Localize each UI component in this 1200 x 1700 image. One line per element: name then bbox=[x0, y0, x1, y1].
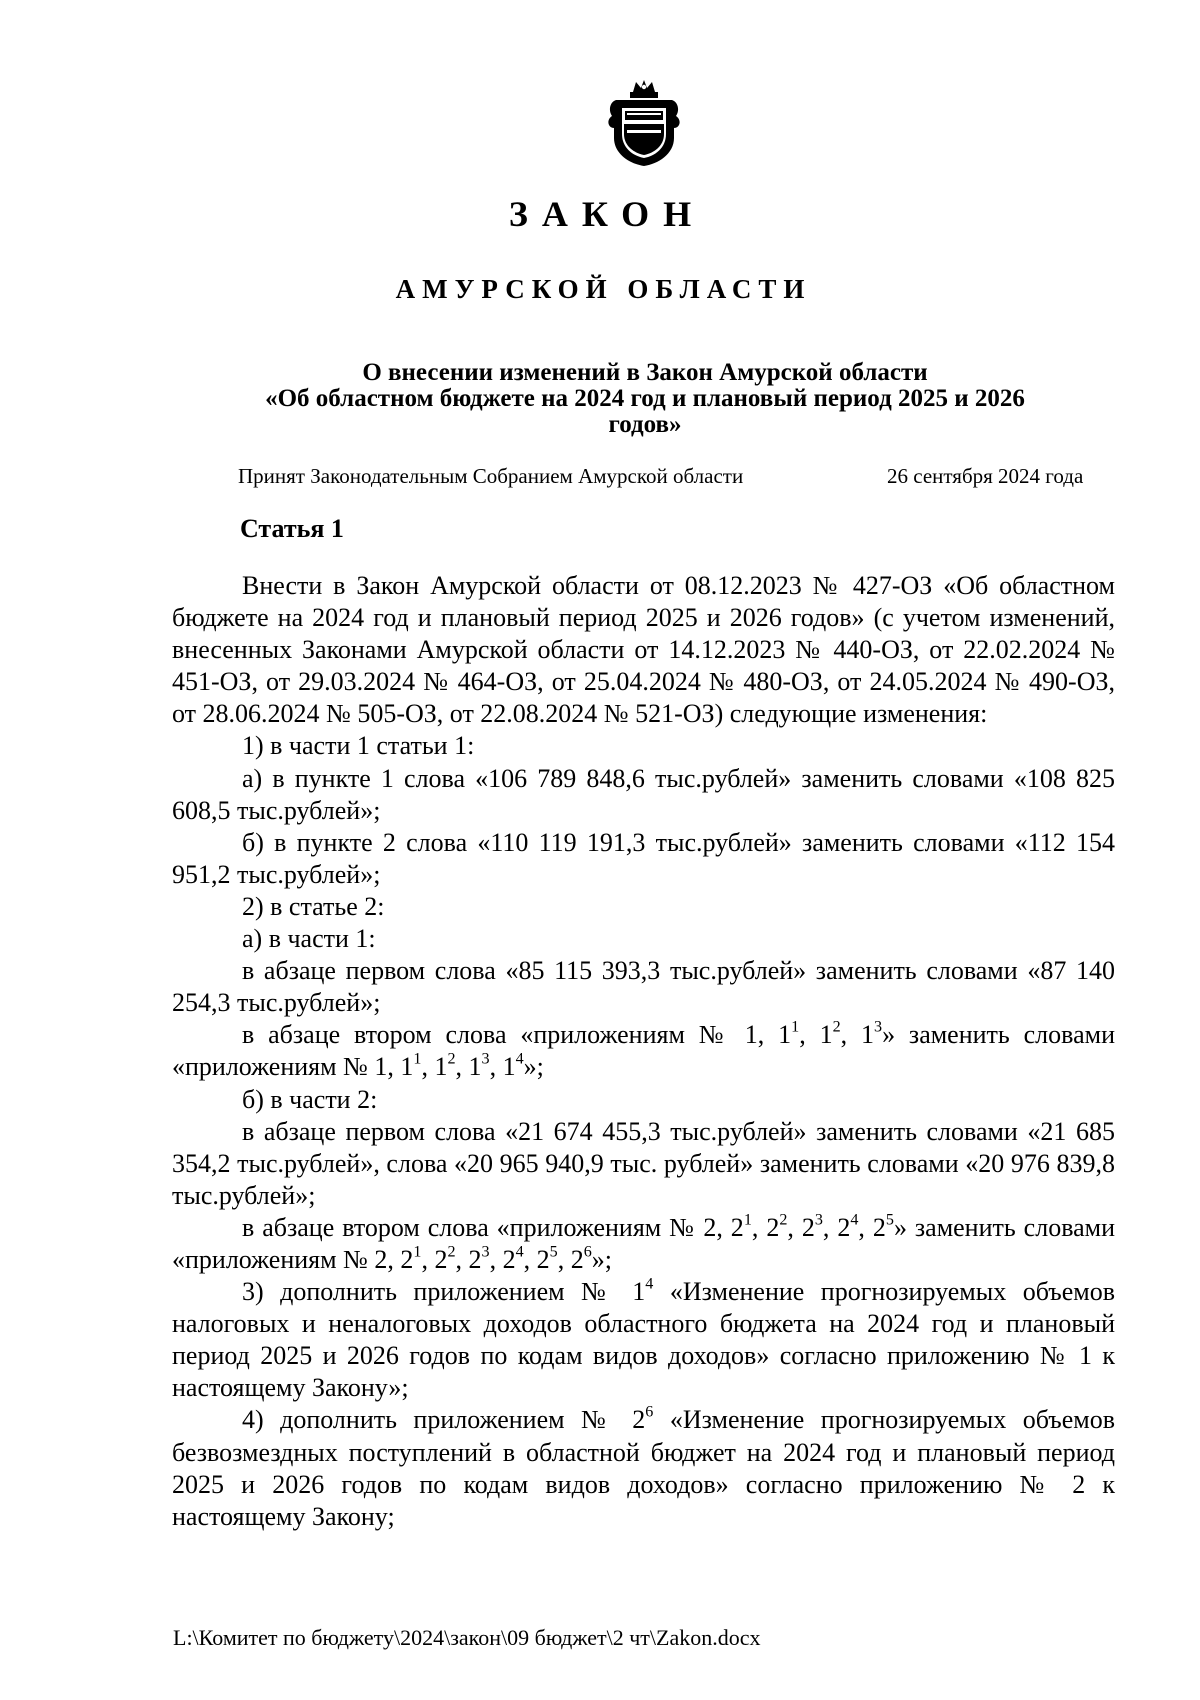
document-heading-line: годов» bbox=[608, 411, 682, 438]
law-title: ЗАКОН bbox=[508, 194, 706, 234]
paragraph-intro: Внести в Закон Амурской области от 08.12.2023 № 427-ОЗ «Об областном бюджете на 2024 год и плановый период 2025 и 2026 годов» (с учетом изменений, внесенных Законами Амурской области от 14.12.2023 № 440-ОЗ, от 22.02.2024 № 451-ОЗ, от 29.03.2024 № 464-ОЗ, от 25.04.2024 № 480-ОЗ, от 24.05.2024 № 490-ОЗ, от 28.06.2024 № 505-ОЗ, от 22.08.2024 № 521-ОЗ) следующие изменения: bbox=[172, 571, 1115, 729]
paragraph-item-4: 4) дополнить приложением № $2^6$ «Изменение прогнозируемых объемов безвозмездных поступлений в областной бюджет на 2024 год и плановый период 2025 и 2026 годов по кодам видов доходов» согласно приложению № 2 к настоящему Закону; bbox=[172, 1404, 1115, 1531]
region-title: АМУРСКОЙ ОБЛАСТИ bbox=[395, 274, 812, 304]
paragraph-item-2b-second: в абзаце втором слова «приложениям № 2, $2^1$, $2^2$, $2^3$, $2^4$, $2^5$» заменить словами «приложениям № 2, $2^1$, $2^2$, $2^3$, $2^4$, $2^5$, $2^6$»; bbox=[172, 1211, 1116, 1274]
document-heading-line: О внесении изменений в Закон Амурской области bbox=[362, 359, 928, 386]
paragraph-item-2: 2) в статье 2: bbox=[242, 891, 385, 921]
paragraph-item-2a: а) в части 1: bbox=[242, 924, 376, 954]
paragraph-item-2a-first: в абзаце первом слова «85 115 393,3 тыс.рублей» заменить словами «87 140 254,3 тыс.рублей»; bbox=[172, 956, 1115, 1018]
document-heading-line: «Об областном бюджете на 2024 год и плановый период 2025 и 2026 bbox=[265, 385, 1025, 412]
paragraph-item-1a: а) в пункте 1 слова «106 789 848,6 тыс.рублей» заменить словами «108 825 608,5 тыс.рублей»; bbox=[172, 763, 1115, 825]
paragraph-item-3: 3) дополнить приложением № $1^4$ «Изменение прогнозируемых объемов налоговых и неналоговых доходов областного бюджета на 2024 год и плановый период 2025 и 2026 годов по кодам видов доходов» согласно приложению № 1 к настоящему Закону»; bbox=[172, 1275, 1115, 1403]
adopted-by: Принят Законодательным Собранием Амурской области bbox=[238, 464, 744, 488]
coat-of-arms-emblem-icon bbox=[600, 78, 688, 168]
adoption-date: 26 сентября 2024 года bbox=[887, 464, 1084, 488]
footer-file-path: L:\Комитет по бюджету\2024\закон\09 бюджет\2 чт\Zakon.docx bbox=[173, 1625, 761, 1650]
paragraph-item-1b: б) в пункте 2 слова «110 119 191,3 тыс.рублей» заменить словами «112 154 951,2 тыс.рублей»; bbox=[172, 827, 1115, 889]
paragraph-item-2b-first: в абзаце первом слова «21 674 455,3 тыс.рублей» заменить словами «21 685 354,2 тыс.рублей», слова «20 965 940,9 тыс. рублей» заменить словами «20 976 839,8 тыс.рублей»; bbox=[172, 1116, 1115, 1210]
paragraph-item-2a-second: в абзаце втором слова «приложениям № 1, $1^1$, $1^2$, $1^3$» заменить словами «приложениям № 1, $1^1$, $1^2$, $1^3$, $1^4$»; bbox=[172, 1019, 1115, 1082]
article-heading: Статья 1 bbox=[240, 514, 344, 543]
paragraph-item-1: 1) в части 1 статьи 1: bbox=[242, 731, 475, 761]
article-body bbox=[172, 570, 1115, 1533]
document-heading bbox=[200, 360, 1090, 438]
paragraph-item-2b: б) в части 2: bbox=[242, 1084, 378, 1114]
